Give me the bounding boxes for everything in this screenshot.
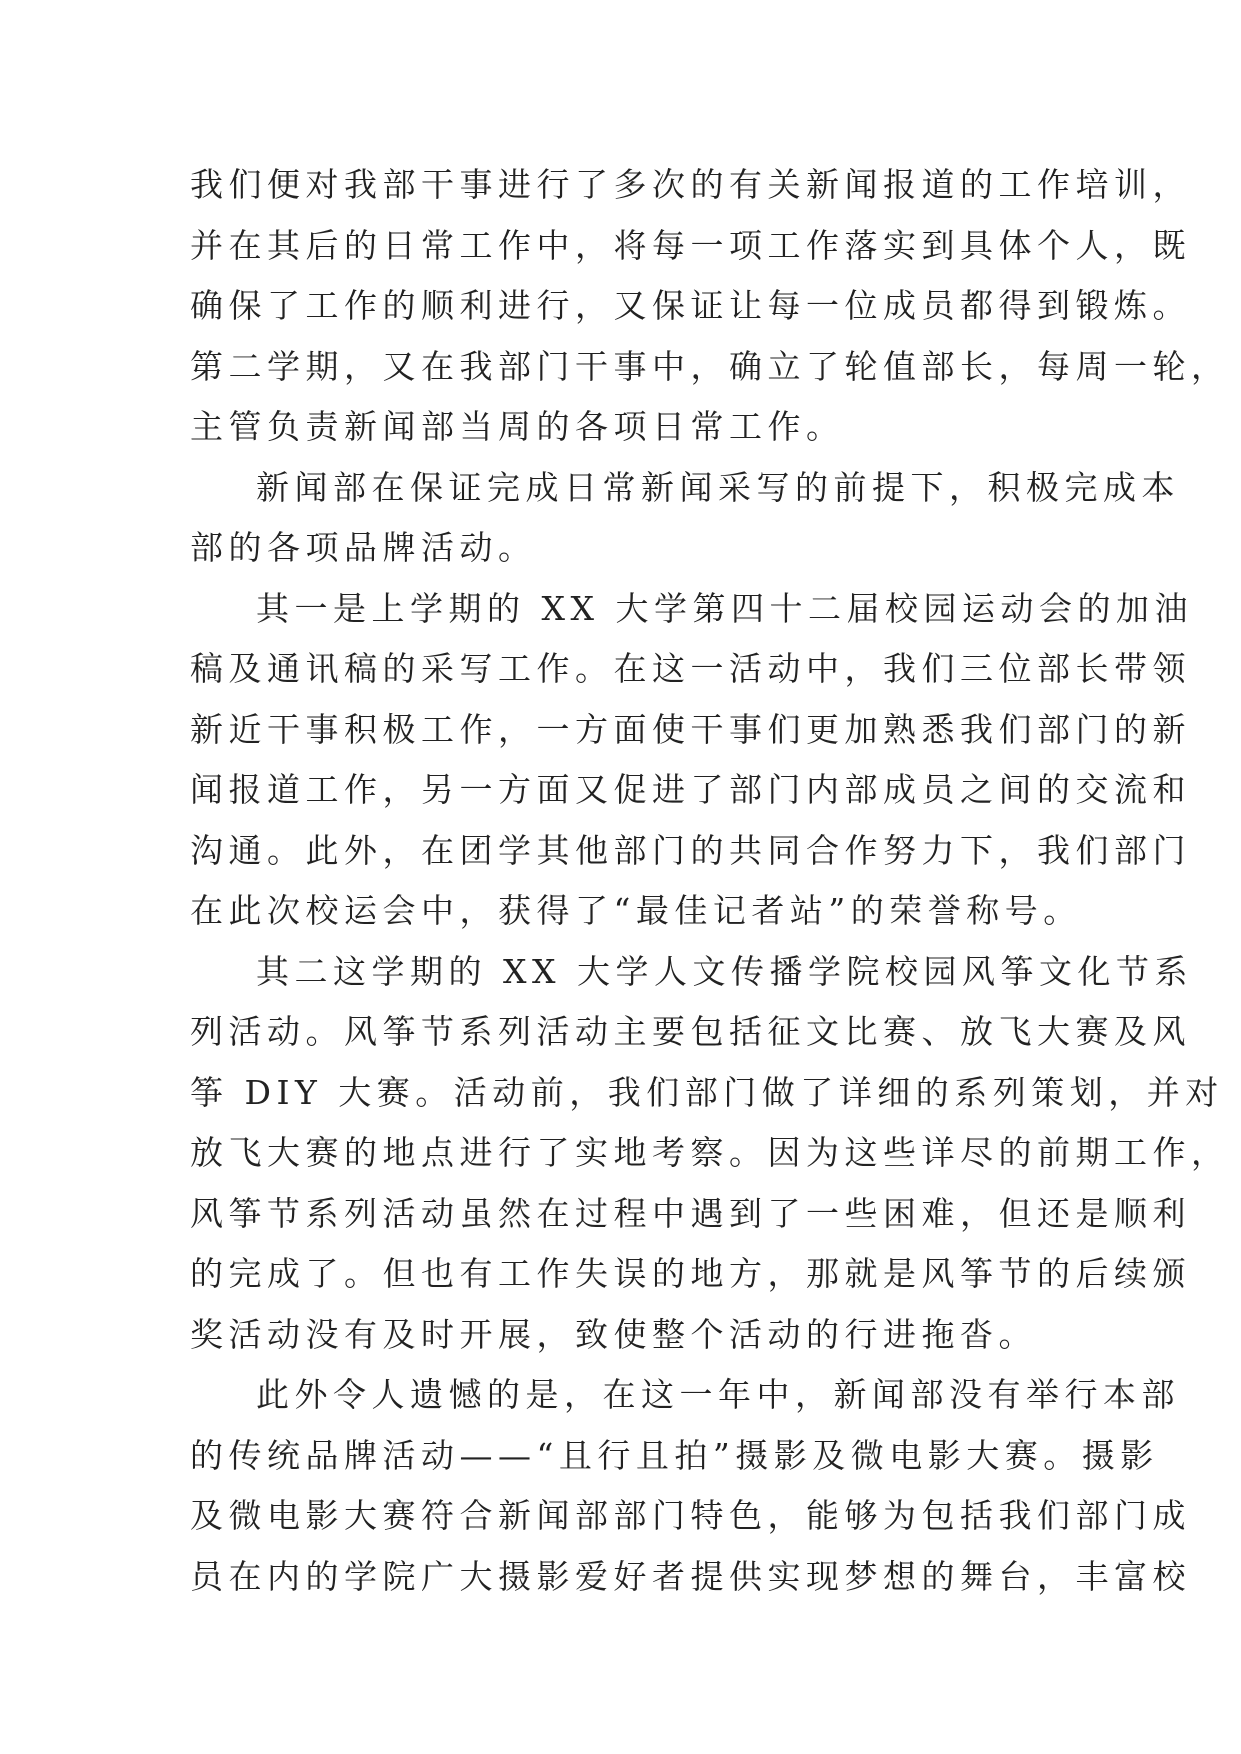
text-line: 及微电影大赛符合新闻部部门特色，能够为包括我们部门成: [190, 1496, 1191, 1535]
text-line: 主管负责新闻部当周的各项日常工作。: [190, 407, 845, 446]
text-line: 稿及通讯稿的采写工作。在这一活动中，我们三位部长带领: [190, 649, 1191, 688]
text-line: 并在其后的日常工作中，将每一项工作落实到具体个人，既: [190, 225, 1191, 265]
text-line: 风筝节系列活动虽然在过程中遇到了一些困难，但还是顺利: [190, 1193, 1191, 1233]
paragraph-4: [190, 942, 1230, 1366]
paragraph-2: [190, 458, 1180, 579]
paragraph-5: [190, 1365, 1191, 1607]
text-line: 确保了工作的顺利进行，又保证让每一位成员都得到锻炼。: [190, 286, 1191, 325]
text-line: 的传统品牌活动——“且行且拍”摄影及微电影大赛。摄影: [190, 1435, 1159, 1475]
text-line: 筝 DIY 大赛。活动前，我们部门做了详细的系列策划，并对: [190, 1072, 1224, 1112]
text-line: 列活动。风筝节系列活动主要包括征文比赛、放飞大赛及风: [190, 1012, 1191, 1051]
text-line: 奖活动没有及时开展，致使整个活动的行进拖沓。: [190, 1314, 1037, 1354]
text-line: 在此次校运会中，获得了“最佳记者站”的荣誉称号。: [190, 891, 1082, 930]
text-line: 员在内的学院广大摄影爱好者提供实现梦想的舞台，丰富校: [190, 1556, 1191, 1596]
text-line: 第二学期，又在我部门干事中，确立了轮值部长，每周一轮，: [190, 346, 1230, 386]
paragraph-1: [190, 155, 1230, 458]
document-body: [190, 155, 1230, 1607]
text-line: 新近干事积极工作，一方面使干事们更加熟悉我们部门的新: [190, 709, 1191, 749]
text-line: 部的各项品牌活动。: [190, 528, 537, 567]
text-line: 放飞大赛的地点进行了实地考察。因为这些详尽的前期工作，: [190, 1133, 1230, 1172]
text-line: 我们便对我部干事进行了多次的有关新闻报道的工作培训，: [190, 165, 1191, 204]
text-line: 此外令人遗憾的是，在这一年中，新闻部没有举行本部: [256, 1375, 1180, 1414]
paragraph-3: [190, 579, 1193, 942]
text-line: 其二这学期的 XX 大学人文传播学院校园风筝文化节系: [256, 951, 1193, 991]
text-line: 新闻部在保证完成日常新闻采写的前提下，积极完成本: [256, 467, 1180, 507]
text-line: 沟通。此外，在团学其他部门的共同合作努力下，我们部门: [190, 830, 1191, 870]
text-line: 闻报道工作，另一方面又促进了部门内部成员之间的交流和: [190, 770, 1191, 809]
text-line: 其一是上学期的 XX 大学第四十二届校园运动会的加油: [256, 588, 1193, 628]
text-line: 的完成了。但也有工作失误的地方，那就是风筝节的后续颁: [190, 1254, 1191, 1293]
